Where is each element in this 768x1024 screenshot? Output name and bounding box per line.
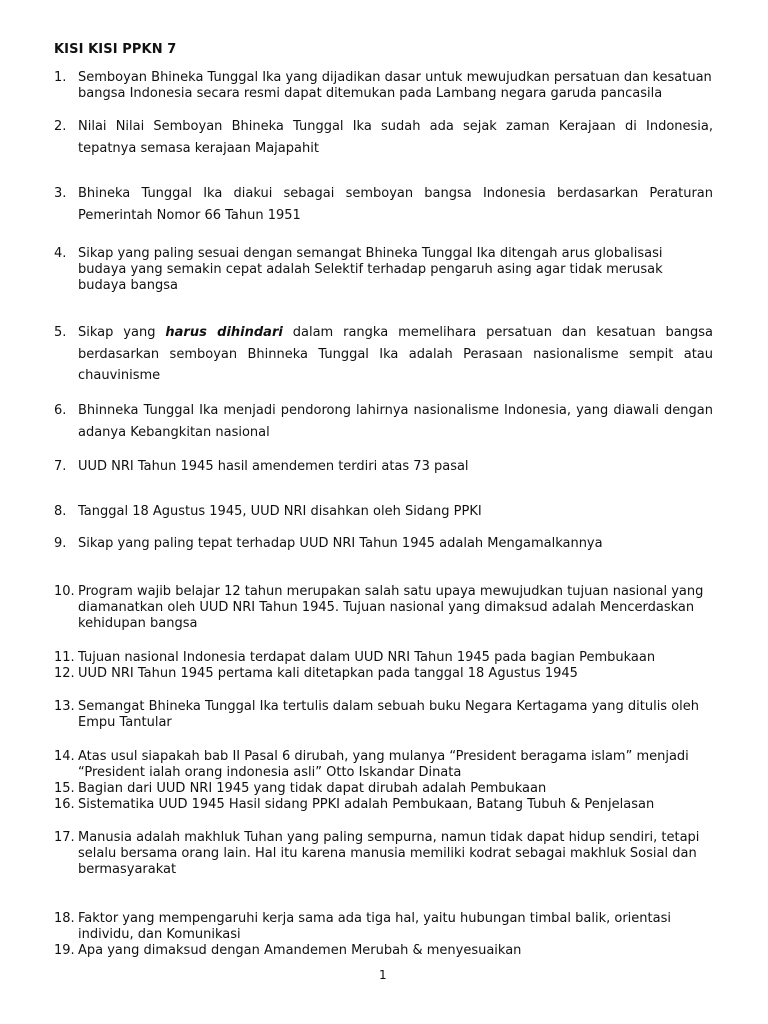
item-text: Bhineka Tunggal Ika diakui sebagai semboyan bangsa Indonesia berdasarkan Peraturan Pemerintah Nomor 66 Tahun 1951	[78, 186, 713, 223]
item-text: Sistematika UUD 1945 Hasil sidang PPKI adalah Pembukaan, Batang Tubuh & Penjelasan	[78, 797, 655, 812]
item-text: UUD NRI Tahun 1945 pertama kali ditetapkan pada tanggal 18 Agustus 1945	[78, 666, 578, 681]
item-text: Tujuan nasional Indonesia terdapat dalam UUD NRI Tahun 1945 pada bagian Pembukaan	[78, 650, 656, 665]
item-text: Faktor yang mempengaruhi kerja sama ada tiga hal, yaitu hubungan timbal balik, orientasi individu, dan Komunikasi	[78, 911, 671, 942]
list-item	[54, 830, 713, 878]
item-text-after: dalam rangka memelihara persatuan dan kesatuan bangsa berdasarkan semboyan Bhinneka Tunggal Ika adalah Perasaan nasionalisme sempit atau chauvinisme	[78, 325, 713, 383]
list-item	[54, 504, 713, 520]
item-number: 10.	[54, 584, 75, 599]
list-item	[54, 70, 713, 102]
item-number: 12.	[54, 666, 75, 681]
item-text: Sikap yang paling sesuai dengan semangat Bhineka Tunggal Ika ditengah arus globalisasi budaya yang semakin cepat adalah Selektif terhadap pengaruh asing agar tidak merusak budaya bangsa	[78, 246, 663, 293]
item-text	[78, 322, 713, 387]
item-number: 17.	[54, 830, 75, 845]
item-number: 1.	[54, 70, 67, 85]
item-text: Apa yang dimaksud dengan Amandemen Merubah & menyesuaikan	[78, 943, 522, 958]
item-number: 2.	[54, 119, 67, 134]
item-number: 16.	[54, 797, 75, 812]
list-item	[54, 322, 713, 387]
item-number: 7.	[54, 459, 67, 474]
item-number: 9.	[54, 536, 67, 551]
item-text: Manusia adalah makhluk Tuhan yang paling sempurna, namun tidak dapat hidup sendiri, tetapi selalu bersama orang lain. Hal itu karena manusia memiliki kodrat sebagai makhluk Sosial dan bermasyarakat	[78, 830, 700, 877]
list-item	[54, 116, 713, 159]
item-number: 4.	[54, 246, 67, 261]
page-number: 1	[379, 968, 387, 982]
item-number: 11.	[54, 650, 75, 665]
list-item	[54, 183, 713, 226]
list-item	[54, 400, 713, 443]
list-item	[54, 749, 713, 781]
list-item	[54, 699, 713, 731]
list-item	[54, 584, 713, 632]
item-number: 19.	[54, 943, 75, 958]
list-item	[54, 666, 713, 682]
item-text: Semboyan Bhineka Tunggal Ika yang dijadikan dasar untuk mewujudkan persatuan dan kesatuan bangsa Indonesia secara resmi dapat ditemukan pada Lambang negara garuda pancasila	[78, 70, 712, 101]
document-title: KISI KISI PPKN 7	[54, 42, 177, 57]
item-text: Program wajib belajar 12 tahun merupakan salah satu upaya mewujudkan tujuan nasional yang diamanatkan oleh UUD NRI Tahun 1945. Tujuan nasional yang dimaksud adalah Mencerdaskan kehidupan bangsa	[78, 584, 704, 631]
list-item	[54, 911, 713, 943]
list-item	[54, 459, 713, 475]
item-text: UUD NRI Tahun 1945 hasil amendemen terdiri atas 73 pasal	[78, 459, 469, 474]
list-item	[54, 536, 713, 552]
list-item	[54, 781, 713, 797]
item-text-before: Sikap yang	[78, 325, 166, 340]
item-text: Semangat Bhineka Tunggal Ika tertulis dalam sebuah buku Negara Kertagama yang ditulis oleh Empu Tantular	[78, 699, 700, 730]
item-number: 6.	[54, 403, 67, 418]
list-item	[54, 797, 713, 813]
list-item	[54, 943, 713, 959]
item-text: Nilai Nilai Semboyan Bhineka Tunggal Ika sudah ada sejak zaman Kerajaan di Indonesia, tepatnya semasa kerajaan Majapahit	[78, 119, 713, 156]
item-number: 13.	[54, 699, 75, 714]
item-text: Bhinneka Tunggal Ika menjadi pendorong lahirnya nasionalisme Indonesia, yang diawali dengan adanya Kebangkitan nasional	[78, 403, 713, 440]
list-item	[54, 246, 713, 294]
item-text: Tanggal 18 Agustus 1945, UUD NRI disahkan oleh Sidang PPKI	[78, 504, 482, 519]
item-text: Atas usul siapakah bab II Pasal 6 dirubah, yang mulanya “President beragama islam” menjadi “President ialah orang indonesia asli” Otto Iskandar Dinata	[78, 749, 689, 780]
item-number: 3.	[54, 186, 67, 201]
item-text: Bagian dari UUD NRI 1945 yang tidak dapat dirubah adalah Pembukaan	[78, 781, 547, 796]
emphasized-text: harus dihindari	[165, 325, 283, 340]
list-item	[54, 650, 713, 666]
item-number: 14.	[54, 749, 75, 764]
item-number: 5.	[54, 325, 67, 340]
item-number: 18.	[54, 911, 75, 926]
item-text: Sikap yang paling tepat terhadap UUD NRI Tahun 1945 adalah Mengamalkannya	[78, 536, 603, 551]
item-number: 8.	[54, 504, 67, 519]
item-number: 15.	[54, 781, 75, 796]
